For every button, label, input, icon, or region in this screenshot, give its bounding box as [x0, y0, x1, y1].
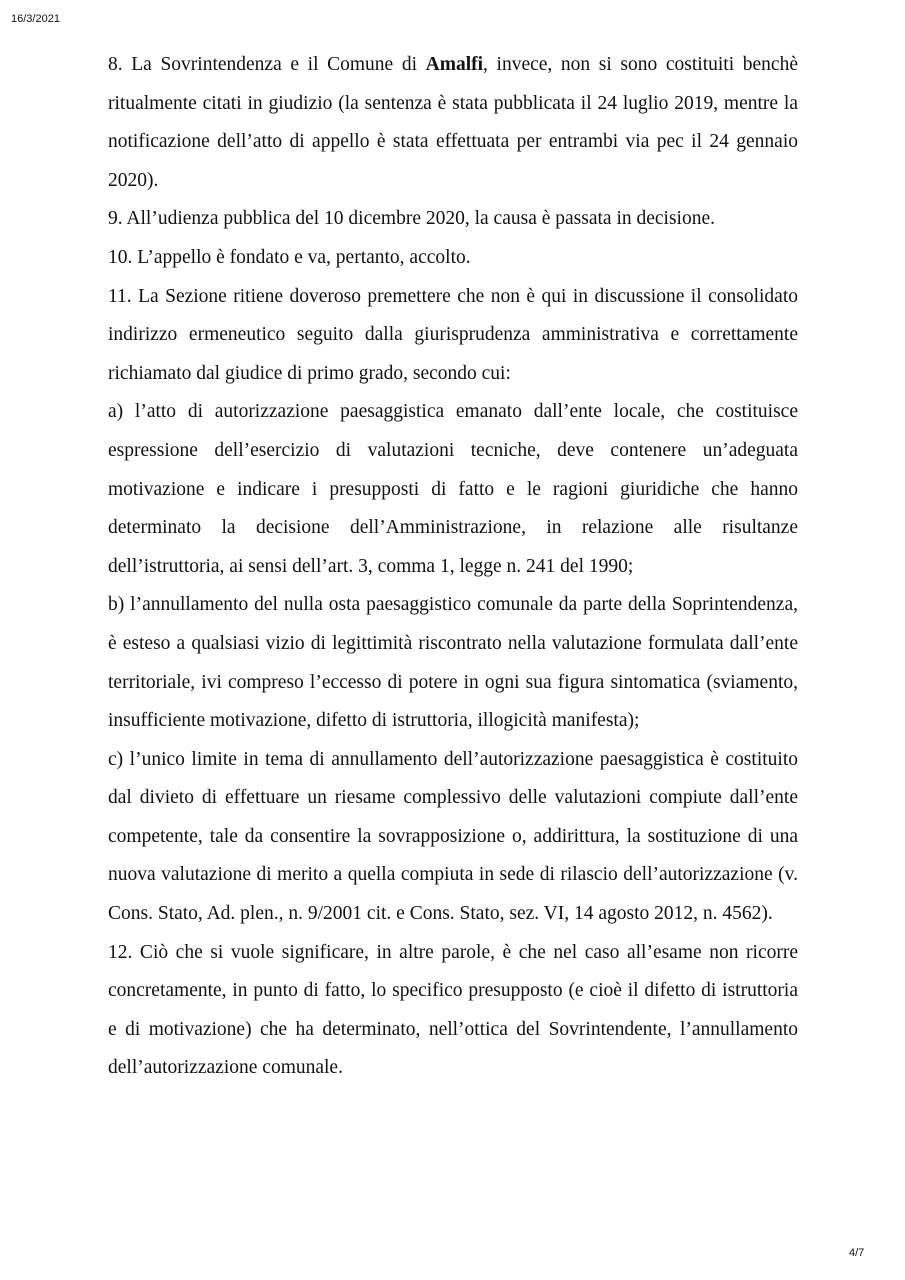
paragraph-12: 12. Ciò che si vuole significare, in altre parole, è che nel caso all’esame non ricorre concretamente, in punto di fatto, lo specifico presupposto (e cioè il difetto di istruttoria e di motivazione) che ha determinato, nell’ottica del Sovrintendente, l’annullamento dell’autorizzazione comunale. — [108, 941, 798, 1079]
paragraph-8 — [108, 46, 798, 200]
paragraph-8-bold-place: Amalfi — [425, 54, 484, 75]
paragraph-10: 10. L’appello è fondato e va, pertanto, accolto. — [108, 246, 471, 268]
document-body — [108, 46, 798, 1088]
paragraph-11-item-c: c) l’unico limite in tema di annullamento dell’autorizzazione paesaggistica è costituito dal divieto di effettuare un riesame complessivo delle valutazioni compiute dall’ente competente, tale da consentire la sovrapposizione o, addirittura, la sostituzione di una nuova valutazione di merito a quella compiuta in sede di rilascio dell’autorizzazione (v. Cons. Stato, Ad. plen., n. 9/2001 cit. e Cons. Stato, sez. VI, 14 agosto 2012, n. 4562). — [108, 748, 798, 925]
paragraph-11-item-b: b) l’annullamento del nulla osta paesaggistico comunale da parte della Soprintendenza, è esteso a qualsiasi vizio di legittimità riscontrato nella valutazione formulata dall’ente territoriale, ivi compreso l’eccesso di potere in ogni sua figura sintomatica (sviamento, insufficiente motivazione, difetto di istruttoria, illogicità manifesta); — [108, 594, 798, 732]
paragraph-11-item-a: a) l’atto di autorizzazione paesaggistica emanato dall’ente locale, che costituisce espressione dell’esercizio di valutazioni tecniche, deve contenere un’adeguata motivazione e indicare i presupposti di fatto e le ragioni giuridiche che hanno determinato la decisione dell’Amministrazione, in relazione alle risultanze dell’istruttoria, ai sensi dell’art. 3, comma 1, legge n. 241 del 1990; — [108, 401, 798, 577]
page-number: 4/7 — [849, 1247, 865, 1259]
paragraph-8-text-end: , invece, non si sono costituiti benchè ritualmente citati in giudizio (la sentenza è stata pubblicata il 24 luglio 2019, mentre la notificazione dell’atto di appello è stata effettuata per entrambi via pec il 24 gennaio 2020). — [108, 54, 798, 191]
page-header-date: 16/3/2021 — [11, 13, 60, 25]
paragraph-8-text-start: 8. La Sovrintendenza e il Comune di — [108, 54, 426, 75]
paragraph-11: 11. La Sezione ritiene doveroso premettere che non è qui in discussione il consolidato indirizzo ermeneutico seguito dalla giurisprudenza amministrativa e correttamente richiamato dal giudice di primo grado, secondo cui: — [108, 285, 798, 384]
paragraph-9: 9. All’udienza pubblica del 10 dicembre 2020, la causa è passata in decisione. — [108, 208, 716, 230]
